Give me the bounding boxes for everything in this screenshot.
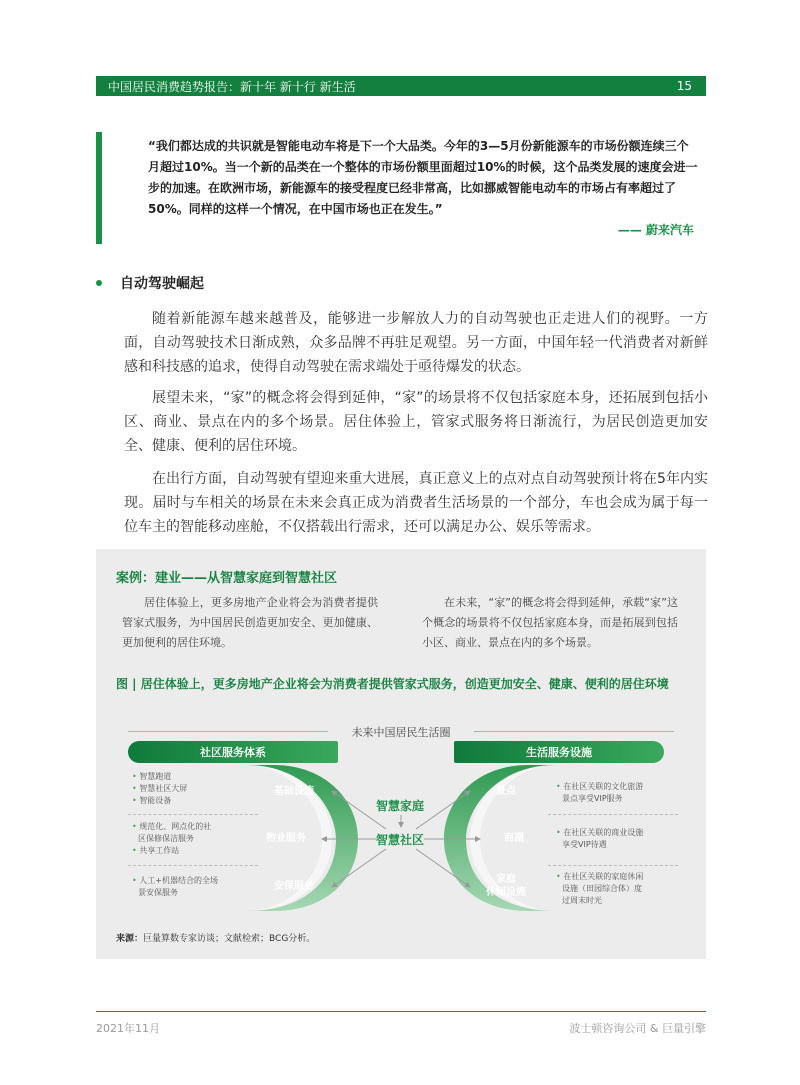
list-item: • 在社区关联的文化旅游: [556, 781, 643, 793]
left-group-property: [132, 821, 211, 857]
diagram-top-label: 未来中国居民生活圈: [351, 726, 451, 739]
paragraph-2: 展望未来，“家”的概念将会得到延伸，“家”的场景将不仅包括家庭本身，还拓展到包括小区、商业、景点在内的多个场景。居住体验上，管家式服务将日渐流行，为居民创造更加安全、健康、便利的居住环境。: [124, 390, 708, 454]
section-heading-text: 自动驾驶崛起: [120, 276, 204, 292]
footer-publisher: 波士顿咨询公司 & 巨量引擎: [569, 1022, 706, 1035]
case-left-text: 居住体验上，更多房地产企业将会为消费者提供管家式服务，为中国居民创造更加安全、更加健康、更加便利的居住环境。: [122, 596, 378, 649]
paragraph-1: 随着新能源车越来越普及，能够进一步解放人力的自动驾驶也正走进人们的视野。一方面，自动驾驶技术日渐成熟，众多品牌不再驻足观望。另一方面，中国年轻一代消费者对新鲜感和科技感的追求，使得自动驾驶在需求端处于亟待爆发的状态。: [124, 311, 708, 375]
label-family-leisure-line2: 休闲设施: [486, 887, 526, 898]
list-item-continued: 区保修保洁服务: [138, 834, 194, 843]
case-right-text: 在未来，“家”的概念将会得到延伸，承载“家”这个概念的场景将不仅包括家庭本身，而是拓展到包括小区、商业、景点在内的多个场景。: [422, 596, 678, 649]
divider-dashed: [128, 865, 258, 866]
list-item: • 智慧跑道: [132, 771, 187, 783]
case-box: [96, 549, 706, 959]
divider-dashed: [128, 814, 258, 815]
label-family-leisure: [478, 873, 534, 899]
list-item: • 人工+机器结合的全场: [132, 875, 218, 887]
quote-text: “我们都达成的共识就是智能电动车将是下一个大品类。今年的3—5月份新能源车的市场份额连续三个月超过10%。当一个新的品类在一个整体的市场份额里面超过10%的时候，这个品类发展的速度会进一步的加速。在欧洲市场，新能源车的接受程度已经非常高，比如挪威智能电动车的市场占有率超过了50%。同样的这样一个情况，在中国市场也正在发生。”: [148, 139, 698, 216]
bullet-icon: [96, 280, 102, 286]
list-item: • 在社区关联的商业设施: [556, 827, 643, 839]
section-heading: [96, 273, 204, 293]
footer-divider: [96, 1011, 706, 1012]
list-item: • 规范化、网点化的社: [132, 821, 211, 833]
footer-date: 2021年11月: [96, 1022, 160, 1035]
header-bar: [96, 76, 706, 96]
list-item: • 在社区关联的家庭休闲: [556, 871, 643, 883]
left-group-security: [132, 875, 218, 899]
label-property-service: 物业服务: [266, 833, 306, 844]
right-group-family: [556, 871, 643, 907]
list-item-continued: 景点享受VIP服务: [562, 794, 623, 803]
page-number: 15: [676, 79, 692, 93]
label-scenic-spot: 景点: [496, 786, 516, 797]
quote-block: [96, 132, 706, 244]
source-text: 巨量算数专家访谈；文献检索；BCG分析。: [143, 934, 316, 944]
life-facilities-header: 生活服务设施: [454, 741, 664, 763]
list-item-continued: 享受VIP待遇: [562, 840, 607, 849]
quote-source: —— 蔚来汽车: [617, 223, 694, 237]
list-item-continued: 景安保服务: [138, 888, 178, 897]
left-group-infrastructure: [132, 771, 187, 807]
list-item: • 智能设备: [132, 795, 187, 807]
smart-community-label: 智慧社区: [376, 833, 425, 847]
figure-title: 图 | 居住体验上，更多房地产企业将会为消费者提供管家式服务，创造更加安全、健康、便利的居住环境: [116, 677, 669, 691]
list-item: • 智慧社区大屏: [132, 783, 187, 795]
paragraph-3: 在出行方面，自动驾驶有望迎来重大进展，真正意义上的点对点自动驾驶预计将在5年内实现。届时与车相关的场景在未来会真正成为消费者生活场景的一个部分，车也会成为属于每一位车主的智能移动座舱，不仅搭载出行需求，还可以满足办公、娱乐等需求。: [124, 471, 708, 535]
right-group-business: [556, 827, 643, 851]
label-business-district: 商圈: [504, 833, 524, 844]
list-item: • 共享工作站: [132, 845, 211, 857]
label-family-leisure-line1: 家庭: [496, 874, 516, 885]
community-service-header: 社区服务体系: [128, 741, 338, 763]
label-infrastructure: 基础设施: [274, 786, 314, 797]
list-item-continued: 过周末时光: [562, 896, 602, 905]
label-security-service: 安保服务: [274, 881, 314, 892]
case-source: [116, 931, 315, 944]
source-label: 来源：: [116, 934, 144, 944]
divider-dashed: [548, 814, 678, 815]
report-title: 中国居民消费趋势报告：新十年 新十行 新生活: [108, 79, 356, 94]
list-item-continued: 设施（田园综合体）度: [562, 884, 642, 893]
right-group-scenic: [556, 781, 643, 805]
smart-home-label: 智慧家庭: [376, 799, 425, 813]
case-title: 案例：建业——从智慧家庭到智慧社区: [116, 571, 338, 586]
divider-dashed: [548, 865, 678, 866]
